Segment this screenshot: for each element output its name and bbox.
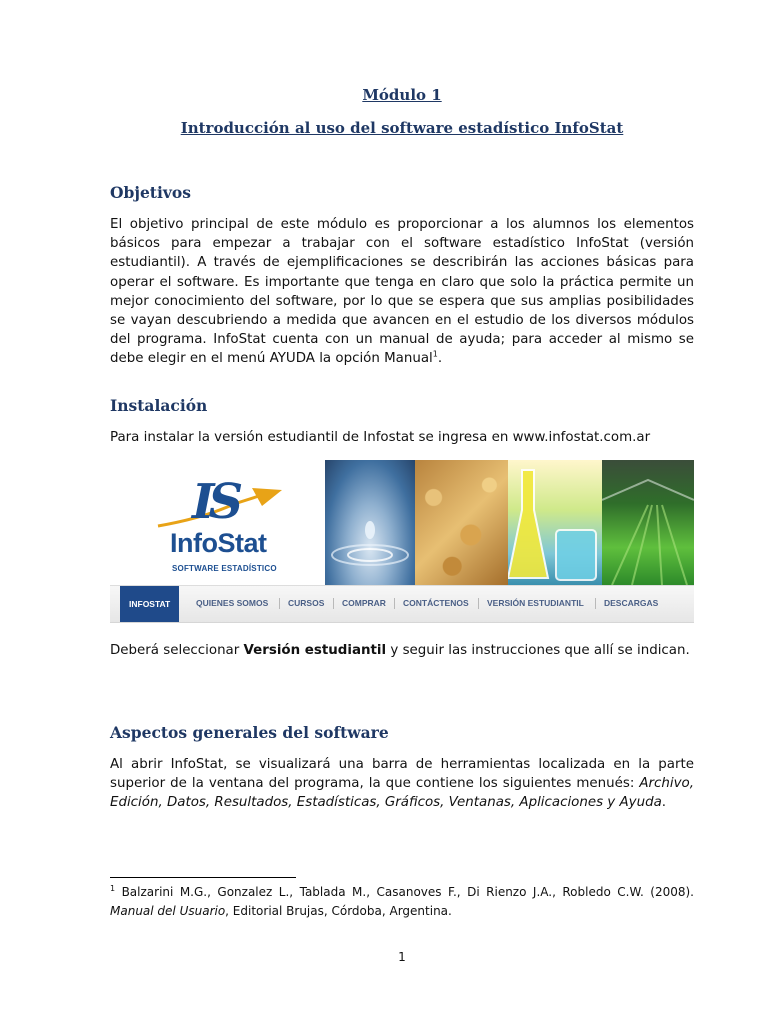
seeds-image	[415, 460, 508, 585]
footnote-divider	[110, 877, 296, 878]
logo-mark: IS	[192, 474, 238, 530]
paragraph-instalacion: Para instalar la versión estudiantil de Infostat se ingresa en www.infostat.com.ar	[110, 430, 651, 445]
paragraph-aspectos	[110, 755, 694, 813]
module-title: Módulo 1	[362, 86, 442, 104]
nav-version-estudiantil[interactable]: VERSIÓN ESTUDIANTIL	[487, 598, 584, 608]
water-drop-image	[325, 460, 415, 585]
footnote	[110, 883, 694, 921]
heading-objetivos: Objetivos	[110, 183, 191, 202]
infostat-logo	[110, 460, 325, 585]
nav-separator	[279, 598, 280, 609]
logo-name: InfoStat	[170, 528, 267, 558]
nav-infostat[interactable]: INFOSTAT	[120, 586, 179, 623]
paragraph-seleccionar	[110, 641, 694, 660]
page-number: 1	[398, 950, 406, 964]
nav-cursos[interactable]: CURSOS	[288, 598, 325, 608]
footnote-number: 1	[110, 884, 116, 893]
seleccionar-text-end: y seguir las instrucciones que allí se indican.	[386, 643, 690, 658]
nav-separator	[478, 598, 479, 609]
aspectos-text: Al abrir InfoStat, se visualizará una barra de herramientas localizada en la parte superior de la ventana del programa, la que contiene los siguientes menués:	[110, 757, 694, 792]
nav-quienes-somos[interactable]: QUIENES SOMOS	[196, 598, 269, 608]
menu-list: Archivo, Edición, Datos, Resultados, Estadísticas, Gráficos, Ventanas, Aplicaciones y Ayuda	[110, 776, 694, 811]
footnote-title: Manual del Usuario	[110, 904, 226, 918]
infostat-website-banner	[110, 460, 694, 623]
footnote-ref[interactable]: 1	[432, 349, 438, 359]
footnote-text-end: , Editorial Brujas, Córdoba, Argentina.	[225, 904, 452, 918]
document-subtitle: Introducción al uso del software estadístico InfoStat	[180, 119, 624, 137]
paragraph-objetivos-text: El objetivo principal de este módulo es proporcionar a los alumnos los elementos básicos para empezar a trabajar con el software estadístico InfoStat (versión estudiantil). A través de ejemplificaciones se describirán las acciones básicas para operar el software. Es importante que tenga en claro que solo la práctica permite un mejor conocimiento del software, por lo que se espera que sus amplias posibilidades se vayan descubriendo a medida que avancen en el estudio de los diversos módulos del programa. InfoStat cuenta con un manual de ayuda; para acceder al mismo se debe elegir en el menú AYUDA la opción Manual	[110, 217, 694, 367]
seleccionar-text: Deberá seleccionar	[110, 643, 244, 658]
heading-instalacion: Instalación	[110, 396, 208, 415]
aspectos-end: .	[661, 795, 667, 811]
nav-separator	[394, 598, 395, 609]
nav-separator	[595, 598, 596, 609]
nav-contactenos[interactable]: CONTÁCTENOS	[403, 598, 469, 608]
nav-comprar[interactable]: COMPRAR	[342, 598, 386, 608]
greenhouse-field-image	[602, 460, 694, 585]
nav-descargas[interactable]: DESCARGAS	[604, 598, 659, 608]
site-navigation	[110, 585, 694, 623]
nav-separator	[333, 598, 334, 609]
footnote-text: Balzarini M.G., Gonzalez L., Tablada M., Casanoves F., Di Rienzo J.A., Robledo C.W. (2008).	[115, 885, 694, 899]
logo-subtitle: SOFTWARE ESTADÍSTICO	[172, 564, 277, 573]
paragraph-objetivos	[110, 215, 694, 369]
lab-flasks-image	[508, 460, 602, 585]
heading-aspectos: Aspectos generales del software	[110, 723, 389, 742]
paragraph-objetivos-end: .	[437, 351, 443, 367]
version-estudiantil-emphasis: Versión estudiantil	[243, 643, 387, 658]
